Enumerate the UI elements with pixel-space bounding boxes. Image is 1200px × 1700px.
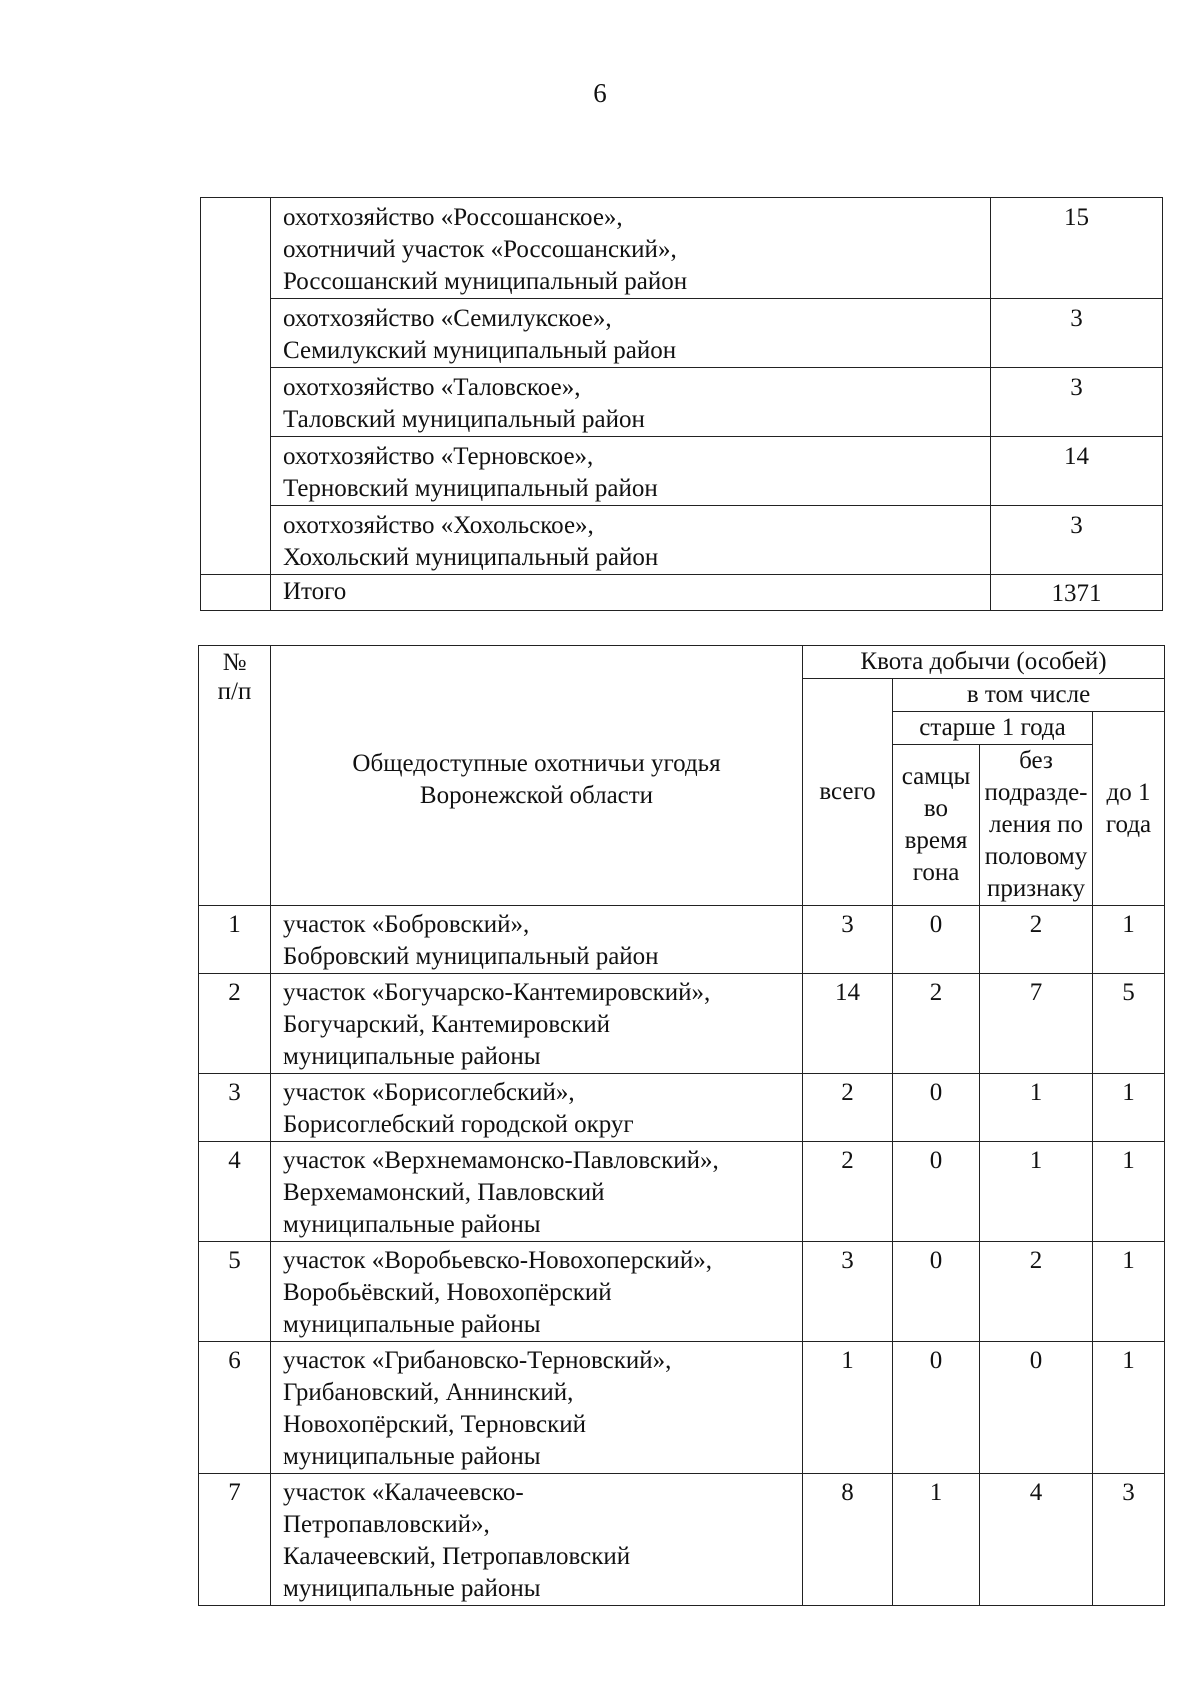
quota-table-continued <box>200 197 1163 611</box>
quota-under-one: 1 <box>1093 1242 1165 1342</box>
table-row <box>201 368 1163 437</box>
header-number: № п/п <box>199 646 271 906</box>
row-number: 3 <box>199 1074 271 1142</box>
row-number: 6 <box>199 1342 271 1474</box>
header-males-rut: самцы во время гона <box>893 745 980 906</box>
header-row <box>199 646 1165 679</box>
table-row <box>201 506 1163 575</box>
table-row <box>201 198 1163 299</box>
area-description: участок «Богучарско-Кантемировский», Богучарский, Кантемировский муниципальные районы <box>271 974 803 1074</box>
table-row <box>201 299 1163 368</box>
header-including: в том числе <box>893 679 1165 712</box>
table-row <box>199 1342 1165 1474</box>
quota-under-one: 1 <box>1093 906 1165 974</box>
quota-total: 2 <box>803 1142 893 1242</box>
quota-total: 1 <box>803 1342 893 1474</box>
total-label: Итого <box>271 575 991 611</box>
quota-no-sex: 2 <box>980 906 1093 974</box>
row-number: 2 <box>199 974 271 1074</box>
quota-males: 0 <box>893 1142 980 1242</box>
number-cell-empty <box>201 198 271 575</box>
total-value: 1371 <box>991 575 1163 611</box>
quota-no-sex: 2 <box>980 1242 1093 1342</box>
table-row <box>199 1474 1165 1606</box>
area-description: участок «Верхнемамонско-Павловский», Верхемамонский, Павловский муниципальные районы <box>271 1142 803 1242</box>
quota-no-sex: 4 <box>980 1474 1093 1606</box>
quota-total: 3 <box>803 906 893 974</box>
quota-value: 15 <box>991 198 1163 299</box>
quota-males: 0 <box>893 1242 980 1342</box>
quota-value: 3 <box>991 506 1163 575</box>
area-description: охотхозяйство «Семилукское», Семилукский муниципальный район <box>271 299 991 368</box>
quota-total: 14 <box>803 974 893 1074</box>
row-number: 7 <box>199 1474 271 1606</box>
area-description: охотхозяйство «Таловское», Таловский муниципальный район <box>271 368 991 437</box>
table-row <box>199 906 1165 974</box>
area-description: участок «Бобровский», Бобровский муниципальный район <box>271 906 803 974</box>
row-number: 1 <box>199 906 271 974</box>
area-description: участок «Калачеевско- Петропавловский», Калачеевский, Петропавловский муниципальные районы <box>271 1474 803 1606</box>
quota-males: 0 <box>893 1074 980 1142</box>
row-number: 5 <box>199 1242 271 1342</box>
quota-no-sex: 1 <box>980 1074 1093 1142</box>
header-no-sex-division: без подразде- ления по половому признаку <box>980 745 1093 906</box>
quota-total: 2 <box>803 1074 893 1142</box>
area-description: охотхозяйство «Россошанское», охотничий участок «Россошанский», Россошанский муниципальный район <box>271 198 991 299</box>
quota-table <box>198 645 1165 1606</box>
quota-value: 3 <box>991 368 1163 437</box>
header-under-one-year: до 1 года <box>1093 712 1165 906</box>
row-number: 4 <box>199 1142 271 1242</box>
quota-no-sex: 1 <box>980 1142 1093 1242</box>
header-older-one-year: старше 1 года <box>893 712 1093 745</box>
quota-males: 0 <box>893 1342 980 1474</box>
quota-under-one: 5 <box>1093 974 1165 1074</box>
quota-no-sex: 0 <box>980 1342 1093 1474</box>
header-total: всего <box>803 679 893 906</box>
quota-no-sex: 7 <box>980 974 1093 1074</box>
quota-under-one: 1 <box>1093 1342 1165 1474</box>
table-row <box>199 1142 1165 1242</box>
quota-under-one: 1 <box>1093 1074 1165 1142</box>
area-description: охотхозяйство «Хохольское», Хохольский муниципальный район <box>271 506 991 575</box>
table-row <box>201 437 1163 506</box>
header-area: Общедоступные охотничьи угодья Воронежской области <box>271 646 803 906</box>
header-quota: Квота добычи (особей) <box>803 646 1165 679</box>
quota-under-one: 1 <box>1093 1142 1165 1242</box>
table-row <box>199 974 1165 1074</box>
area-description: участок «Воробьевско-Новохоперский», Воробьёвский, Новохопёрский муниципальные районы <box>271 1242 803 1342</box>
quota-value: 14 <box>991 437 1163 506</box>
quota-males: 1 <box>893 1474 980 1606</box>
quota-males: 0 <box>893 906 980 974</box>
page-number: 6 <box>593 78 607 108</box>
table-row <box>199 1074 1165 1142</box>
quota-males: 2 <box>893 974 980 1074</box>
total-row <box>201 575 1163 611</box>
quota-total: 3 <box>803 1242 893 1342</box>
quota-total: 8 <box>803 1474 893 1606</box>
number-cell-empty <box>201 575 271 611</box>
quota-value: 3 <box>991 299 1163 368</box>
quota-under-one: 3 <box>1093 1474 1165 1606</box>
area-description: охотхозяйство «Терновское», Терновский муниципальный район <box>271 437 991 506</box>
area-description: участок «Борисоглебский», Борисоглебский городской округ <box>271 1074 803 1142</box>
table-row <box>199 1242 1165 1342</box>
area-description: участок «Грибановско-Терновский», Грибановский, Аннинский, Новохопёрский, Терновский муниципальные районы <box>271 1342 803 1474</box>
